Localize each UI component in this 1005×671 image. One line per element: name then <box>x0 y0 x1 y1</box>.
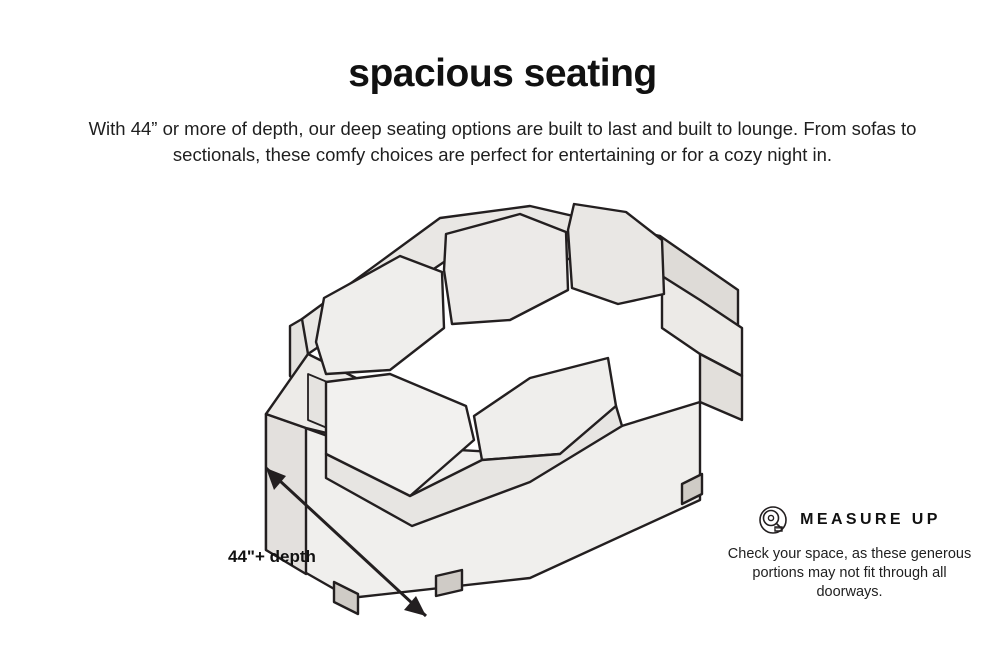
sofa-illustration <box>230 178 790 638</box>
sofa-line-art <box>230 178 790 638</box>
page-title: spacious seating <box>348 52 657 95</box>
measure-up-header <box>722 505 977 535</box>
page-subcopy: With 44” or more of depth, our deep seating options are built to last and built to lounge. From sofas to sectionals, these comfy choices are perfect for entertaining or for a cozy night in. <box>88 118 917 165</box>
tape-measure-icon <box>758 505 788 535</box>
measure-up-note: Check your space, as these generous portions may not fit through all doorways. <box>727 546 972 600</box>
measure-up-title: MEASURE UP <box>800 511 941 528</box>
depth-dimension-label: 44"+ depth <box>228 547 316 566</box>
measure-up-callout <box>722 505 977 602</box>
